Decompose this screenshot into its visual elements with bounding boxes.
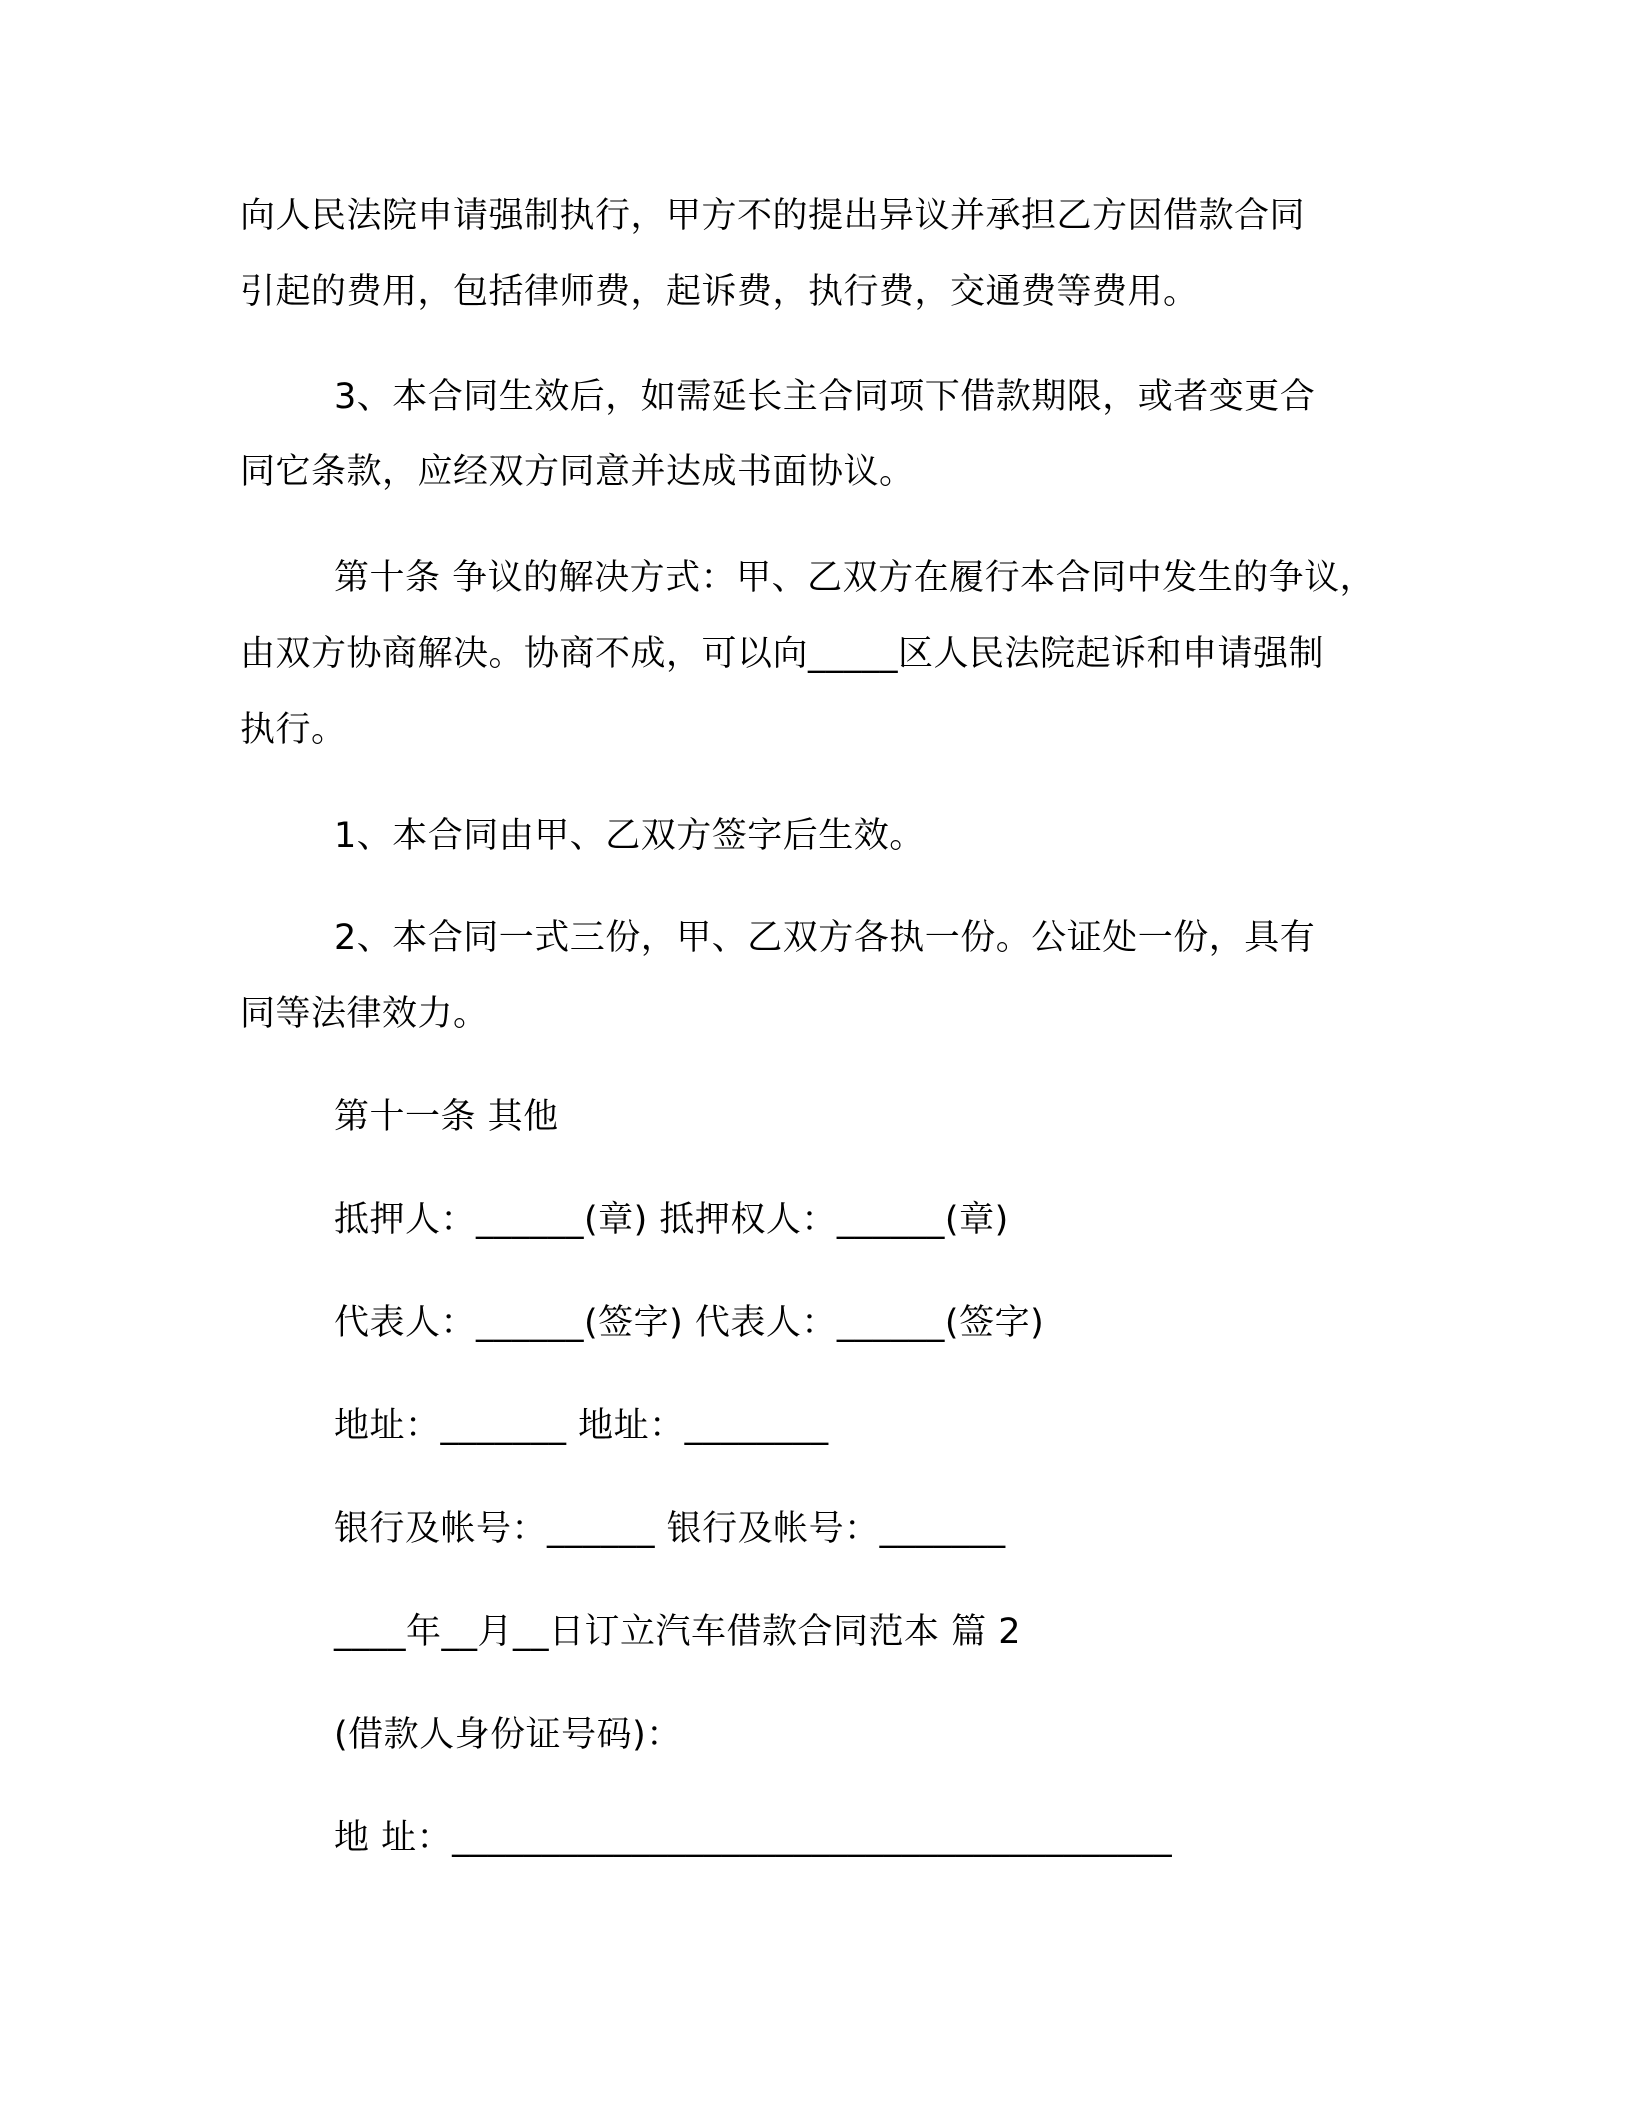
paragraph-line: 第十条 争议的解决方式：甲、乙双方在履行本合同中发生的争议， — [334, 558, 1376, 598]
paragraph-line: 同它条款，应经双方同意并达成书面协议。 — [240, 452, 915, 492]
signature-line: 抵押人：______(章) 抵押权人：______(章) — [334, 1200, 1009, 1240]
address-line: 地 址：________________________________________ — [334, 1818, 1173, 1858]
id-number-line: (借款人身份证号码)： — [334, 1715, 682, 1755]
signature-line: 代表人：______(签字) 代表人：______(签字) — [334, 1303, 1045, 1343]
paragraph-line: 由双方协商解决。协商不成，可以向_____区人民法院起诉和申请强制 — [240, 634, 1325, 674]
paragraph-line: 3、本合同生效后，如需延长主合同项下借款期限，或者变更合 — [334, 377, 1316, 417]
paragraph-line: 2、本合同一式三份，甲、乙双方各执一份。公证处一份，具有 — [334, 918, 1316, 958]
paragraph-line: 引起的费用，包括律师费，起诉费，执行费，交通费等费用。 — [240, 272, 1199, 312]
paragraph-line: 向人民法院申请强制执行，甲方不的提出异议并承担乙方因借款合同 — [240, 196, 1306, 236]
paragraph-line: 1、本合同由甲、乙双方签字后生效。 — [334, 816, 925, 856]
address-line: 地址：_______ 地址：________ — [334, 1406, 829, 1446]
paragraph-line: 同等法律效力。 — [240, 994, 489, 1034]
section-heading: 第十一条 其他 — [334, 1097, 559, 1137]
paragraph-line: 执行。 — [240, 710, 347, 750]
date-title-line: ____年__月__日订立汽车借款合同范本 篇 2 — [334, 1612, 1022, 1652]
bank-account-line: 银行及帐号：______ 银行及帐号：_______ — [334, 1509, 1006, 1549]
